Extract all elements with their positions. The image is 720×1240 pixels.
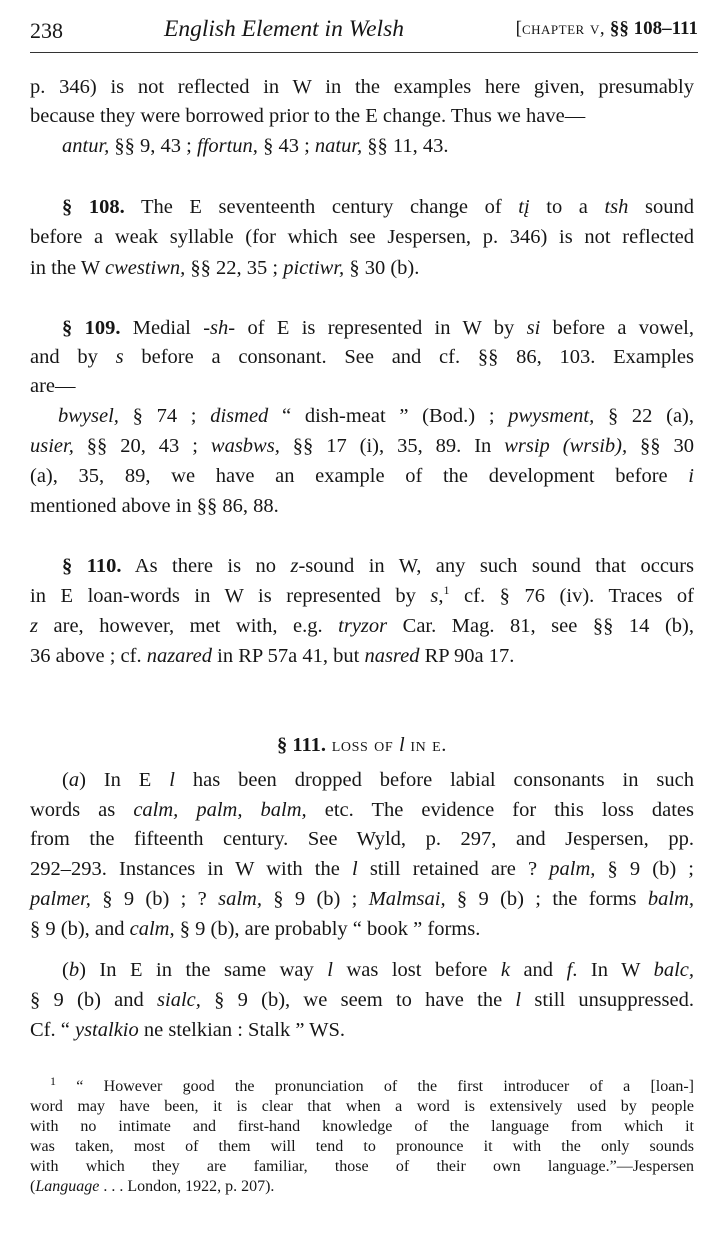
text-line: are—: [30, 375, 76, 397]
section-number: § 108.: [62, 196, 125, 218]
footnote-line: with no intimate and first-hand knowledge of the language from which it: [30, 1118, 694, 1135]
text-line: § 9 (b) and sialc, § 9 (b), we seem to have the l still unsuppressed.: [30, 989, 694, 1011]
text-line: usier, §§ 20, 43 ; wasbws, §§ 17 (i), 35, 89. In wrsip (wrsib), §§ 30: [30, 435, 694, 457]
footnote-mark: 1: [50, 1074, 56, 1088]
section-108-line: § 108. The E seventeenth century change of tį to a tsh sound: [62, 196, 694, 218]
text-line: mentioned above in §§ 86, 88.: [30, 495, 279, 517]
text-line: p. 346) is not reflected in W in the examples here given, presumably: [30, 76, 694, 98]
footnote-line: with which they are familiar, those of their own language.”—Jespersen: [30, 1158, 694, 1175]
text-line: from the fifteenth century. See Wyld, p. 297, and Jespersen, pp.: [30, 828, 694, 850]
header-rule: [30, 52, 698, 53]
section-range: §§ 108–111: [609, 18, 698, 39]
page-number: 238: [30, 18, 63, 43]
text-line: before a weak syllable (for which see Jespersen, p. 346) is not reflected: [30, 226, 694, 248]
footnote-ref: 1: [443, 583, 450, 597]
text-line: and by s before a consonant. See and cf. §§ 86, 103. Examples: [30, 346, 694, 368]
text-line: words as calm, palm, balm, etc. The evidence for this loss dates: [30, 799, 695, 821]
text-line: palmer, § 9 (b) ; ? salm, § 9 (b) ; Malmsai, § 9 (b) ; the forms balm,: [30, 888, 694, 910]
footnote-line: (Language . . . London, 1922, p. 207).: [30, 1178, 275, 1195]
chapter-bracket: [: [515, 18, 522, 39]
chapter-label: chapter v,: [521, 18, 606, 39]
text-line: (b) In E in the same way l was lost before k and f. In W balc,: [62, 959, 694, 981]
text-line: (a) In E l has been dropped before labial consonants in such: [62, 769, 694, 791]
text-line: in the W cwestiwn, §§ 22, 35 ; pictiwr, § 30 (b).: [30, 257, 420, 279]
text-line: 292–293. Instances in W with the l still retained are ? palm, § 9 (b) ;: [30, 858, 694, 880]
text-line: z are, however, met with, e.g. tryzor Car. Mag. 81, see §§ 14 (b),: [30, 615, 694, 637]
running-header: [30, 14, 698, 46]
text-line: antur, §§ 9, 43 ; ffortun, § 43 ; natur, §§ 11, 43.: [62, 135, 449, 157]
text-line: because they were borrowed prior to the E change. Thus we have—: [30, 105, 586, 127]
section-109-line: § 109. Medial -sh- of E is represented in W by si before a vowel,: [62, 317, 694, 339]
text-line: § 9 (b), and calm, § 9 (b), are probably “ book ” forms.: [30, 918, 481, 940]
section-110-line: § 110. As there is no z-sound in W, any such sound that occurs: [62, 555, 694, 577]
chapter-reference: [516, 18, 698, 40]
text-line: bwysel, § 74 ; dismed “ dish-meat ” (Bod.) ; pwysment, § 22 (a),: [58, 405, 694, 427]
section-number: § 110.: [62, 555, 122, 577]
text-line: in E loan-words in W is represented by s,$^1$ cf. § 76 (iv). Traces of: [30, 583, 694, 607]
footnote-line: was taken, most of them will tend to pronounce it with the only sounds: [30, 1138, 694, 1155]
footnote-line: $^1$ “ However good the pronunciation of the first introducer of a [loan-]: [50, 1074, 694, 1095]
text-line: (a), 35, 89, we have an example of the development before i: [30, 465, 694, 487]
section-111-heading: § 111. loss of l in e.: [277, 734, 447, 756]
running-title: English Element in Welsh: [164, 16, 404, 42]
footnote-line: word may have been, it is clear that when a word is extensively used by people: [30, 1098, 694, 1115]
text-line: Cf. “ ystalkio ne stelkian : Stalk ” WS.: [30, 1019, 346, 1041]
text-line: 36 above ; cf. nazared in RP 57a 41, but nasred RP 90a 17.: [30, 645, 515, 667]
section-number: § 109.: [62, 317, 121, 339]
